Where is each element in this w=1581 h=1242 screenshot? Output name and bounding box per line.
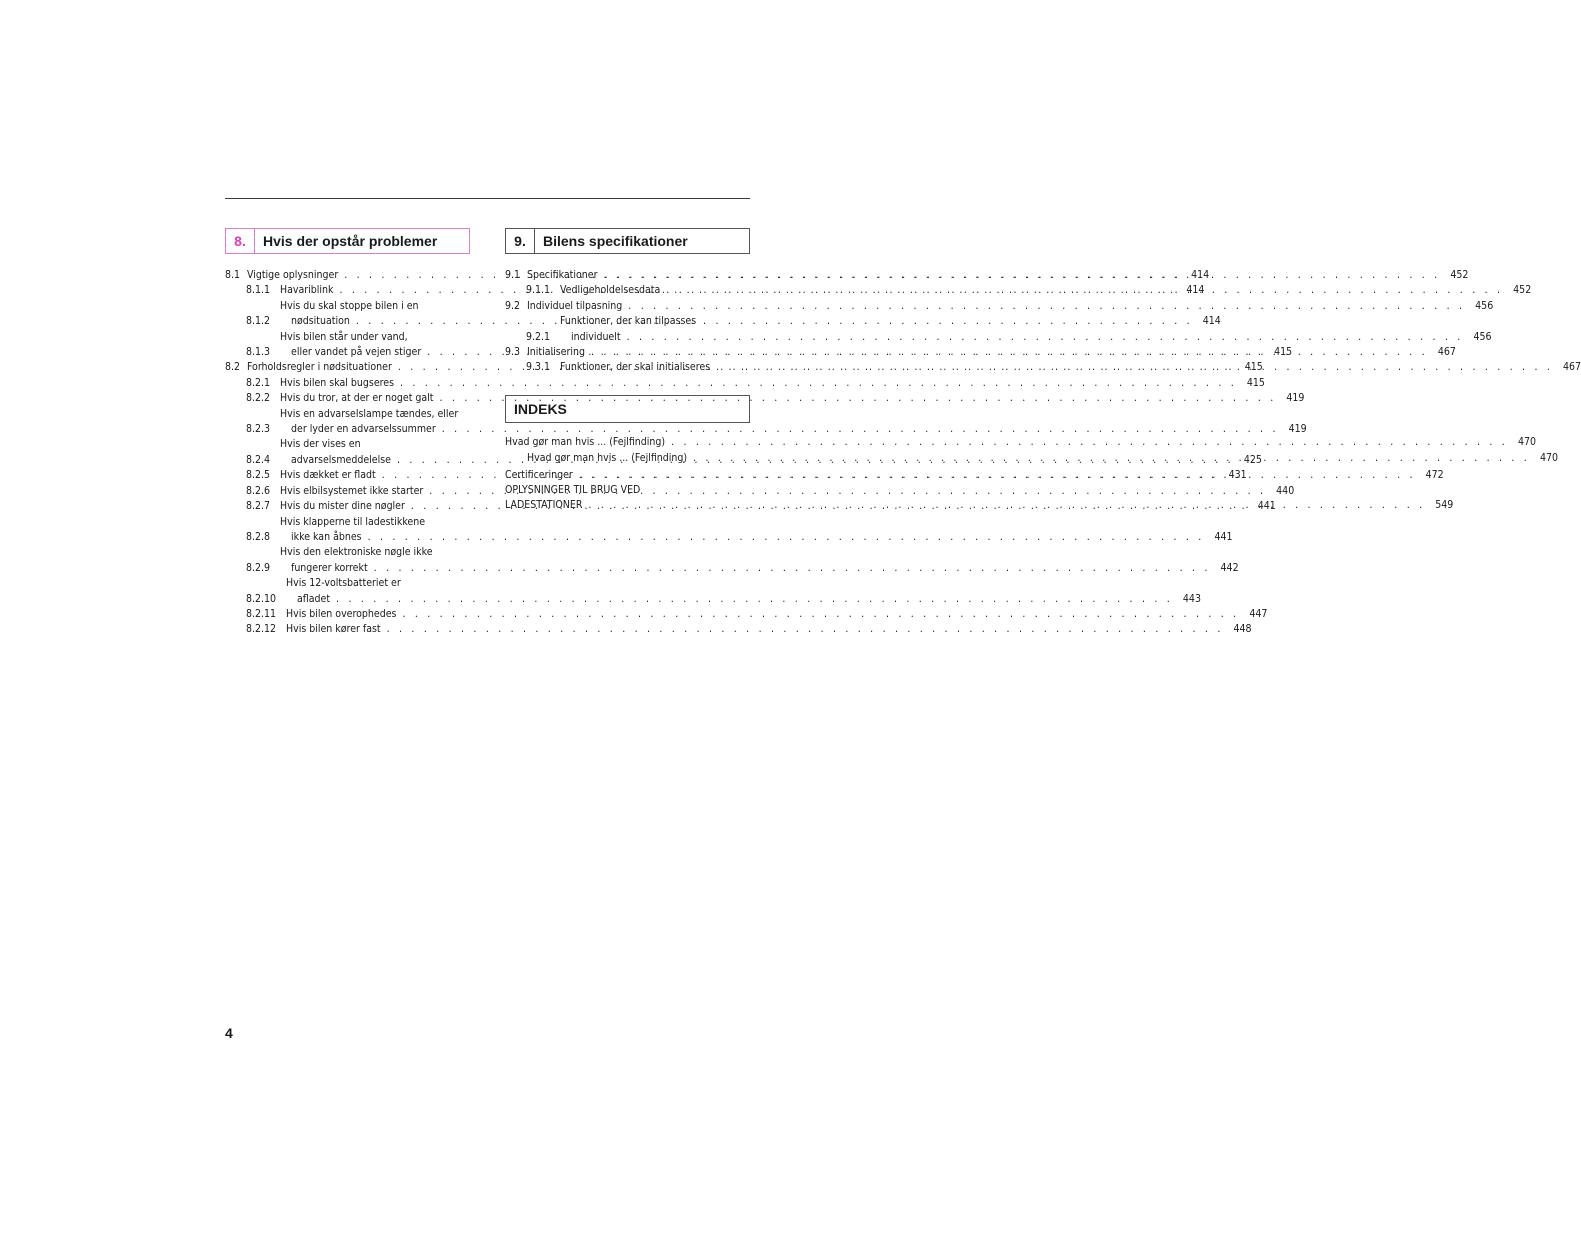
toc-entry-title: Hvis bilen skal bugseres (280, 376, 395, 389)
chapter-8-title: Hvis der opstår problemer (263, 233, 438, 249)
toc-entry-number: 8.2.2 (246, 392, 271, 405)
toc-entry-title: Initialisering (527, 346, 585, 359)
toc-entry-number: 9.1 (505, 269, 521, 281)
page-number: 4 (225, 1025, 233, 1041)
toc-entry-number: 8.2 (225, 361, 241, 374)
toc-entry-page: 456 (1475, 299, 1494, 312)
chapter-9-title: Bilens specifikationer (543, 233, 688, 249)
index-header: INDEKS (505, 395, 750, 423)
toc-entry-number: 9.1.1 (526, 284, 551, 297)
toc-entry-number: 8.1.2 (246, 315, 271, 328)
toc-entry[interactable] (225, 622, 1252, 637)
dot-leader (585, 345, 1428, 360)
toc-entry-title-line1: Hvis der vises en (280, 438, 361, 451)
toc-entry-number: 8.2.8 (246, 530, 271, 543)
toc-entry-title: Vedligeholdelsesdata (560, 284, 661, 297)
index-entry-page: 472 (1425, 468, 1444, 481)
toc-entry-number: 8.1.3 (246, 346, 271, 359)
index-entry[interactable] (505, 435, 1536, 450)
toc-entry-page: 448 (1233, 623, 1252, 636)
toc-entry[interactable] (225, 545, 1239, 576)
toc-entry-number: 8.2.12 (246, 623, 277, 636)
dot-leader (582, 498, 1425, 513)
toc-entry-title: Hvis elbilsystemet ikke starter (280, 484, 424, 497)
toc-entry-title: Hvis du mister dine nøgler (280, 500, 405, 513)
toc-entry-number: 8.2.9 (246, 561, 271, 574)
toc-entry-number: 8.1 (225, 269, 241, 281)
index-entry-title: LADESTATIONER (505, 499, 583, 512)
toc-entry-page: 452 (1513, 284, 1532, 297)
toc-entry-page: 456 (1473, 330, 1492, 343)
toc-entry-page: 441 (1214, 530, 1233, 543)
dot-leader (368, 561, 1211, 576)
toc-entry-title: advarselsmeddelelse (291, 453, 391, 466)
toc-entry-title: Hvis du tror, at der er noget galt (280, 392, 434, 405)
dot-leader (710, 360, 1553, 375)
dot-leader (573, 468, 1416, 483)
toc-entry-number: 8.2.11 (246, 607, 277, 620)
dot-leader (622, 299, 1465, 314)
toc-entry-number: 9.3.1 (526, 361, 551, 374)
toc-entry-page: 467 (1563, 361, 1581, 374)
toc-entry-title-line1: Hvis klapperne til ladestikkene (280, 515, 426, 528)
toc-entry-title-line1: Hvis den elektroniske nøgle ikke (280, 546, 433, 559)
toc-entry-number: 8.2.3 (246, 423, 271, 436)
toc-entry-title: Specifikationer (527, 269, 598, 281)
toc-entry[interactable] (225, 391, 1305, 406)
chapter-9-number: 9. (506, 229, 535, 253)
toc-entry-number: 8.1.1 (246, 284, 271, 297)
toc-entry-title-line1: Hvis bilen står under vand, (280, 330, 408, 343)
toc-entry-page: 414 (1202, 315, 1221, 328)
toc-entry-title: nødsituation (291, 315, 350, 328)
dot-leader (660, 283, 1503, 298)
index-entry-page: 549 (1435, 499, 1454, 512)
toc-entry-title-line1: Funktioner, der kan tilpasses (560, 315, 697, 328)
dot-leader (330, 592, 1173, 607)
toc-entry[interactable] (225, 515, 1233, 546)
toc-entry-title: Forholdsregler i nødsituationer (247, 361, 392, 374)
dot-leader (381, 622, 1224, 637)
top-rule (225, 198, 750, 199)
toc-entry[interactable] (505, 299, 1494, 314)
toc-entry-page: 442 (1220, 561, 1239, 574)
toc-entry-number: 8.2.7 (246, 500, 271, 513)
toc-entry-title-line1: Hvis 12-voltsbatteriet er (286, 577, 401, 590)
toc-entry-page: 441 (1257, 500, 1276, 513)
toc-entry-page: 414 (1191, 269, 1210, 281)
toc-entry-page: 440 (1276, 484, 1295, 497)
index-entry-page: 470 (1539, 452, 1558, 465)
chapter-8-number: 8. (226, 229, 255, 253)
toc-entry-page: 419 (1288, 423, 1307, 436)
toc-entry-title: Hvis dækket er fladt (280, 469, 376, 482)
toc-entry-page: 414 (1186, 284, 1205, 297)
dot-leader (665, 435, 1508, 450)
dot-leader (597, 268, 1440, 283)
chapter-8-header (225, 228, 470, 254)
toc-entry-number: 9.2 (505, 299, 521, 312)
dot-leader (687, 451, 1530, 466)
toc-entry-number: 9.3 (505, 346, 521, 359)
toc-entry-page: 415 (1244, 361, 1263, 374)
chapter-9-header (505, 228, 750, 254)
index-entry-title: Certificeringer (505, 468, 573, 481)
toc-entry-title: individuelt (571, 330, 621, 343)
toc-entry-title: afladet (297, 592, 331, 605)
toc-entry-page: 425 (1243, 453, 1262, 466)
toc-entry-page: 447 (1249, 607, 1268, 620)
index-entry-title: Hvad gør man hvis ... (Fejlfinding) (527, 452, 688, 465)
toc-entry-title: fungerer korrekt (291, 561, 368, 574)
toc-entry-page: 452 (1450, 269, 1469, 281)
toc-entry-number: 9.2.1 (526, 330, 551, 343)
toc-entry-title-line1: Hvis en advarselslampe tændes, eller (280, 407, 459, 420)
toc-entry-title: der lyder en advarselssummer (291, 423, 436, 436)
toc-entry-title: Vigtige oplysninger (247, 269, 339, 281)
toc-entry[interactable] (225, 376, 1265, 391)
toc-entry-title: Funktioner, der skal initialiseres (560, 361, 711, 374)
toc-entry-page: 419 (1286, 392, 1305, 405)
toc-entry-number: 8.2.10 (246, 592, 277, 605)
index-entry-title: Hvad gør man hvis ... (Fejlfinding) (505, 435, 666, 448)
dot-leader (362, 530, 1205, 545)
toc-entry-number: 8.2.4 (246, 453, 271, 466)
dot-leader (621, 330, 1464, 345)
toc-entry-title: Hvis bilen kører fast (286, 623, 381, 636)
toc-entry-title: Havariblink (280, 284, 334, 297)
toc-entry-page: 415 (1246, 376, 1265, 389)
toc-entry-number: 8.2.6 (246, 484, 271, 497)
toc-entry-page: 431 (1228, 469, 1247, 482)
toc-entry-page: 467 (1437, 346, 1456, 359)
index-entry-title-line1: OPLYSNINGER TIL BRUG VED (505, 484, 641, 497)
toc-entry-page: 443 (1182, 592, 1201, 605)
dot-leader (396, 607, 1239, 622)
toc-entry-number: 8.2.5 (246, 469, 271, 482)
toc-entry-page: 415 (1274, 346, 1293, 359)
index-entry-page: 470 (1517, 435, 1536, 448)
toc-entry-title: Hvis bilen overophedes (286, 607, 397, 620)
toc-entry-title: ikke kan åbnes (291, 530, 362, 543)
toc-entry-number: 8.2.1 (246, 376, 271, 389)
toc-entry[interactable] (225, 607, 1268, 622)
toc-entry-title-line1: Hvis du skal stoppe bilen i en (280, 299, 419, 312)
toc-entry[interactable] (225, 576, 1201, 607)
toc-entry-title: eller vandet på vejen stiger (291, 346, 422, 359)
toc-entry-title: Individuel tilpasning (527, 299, 623, 312)
